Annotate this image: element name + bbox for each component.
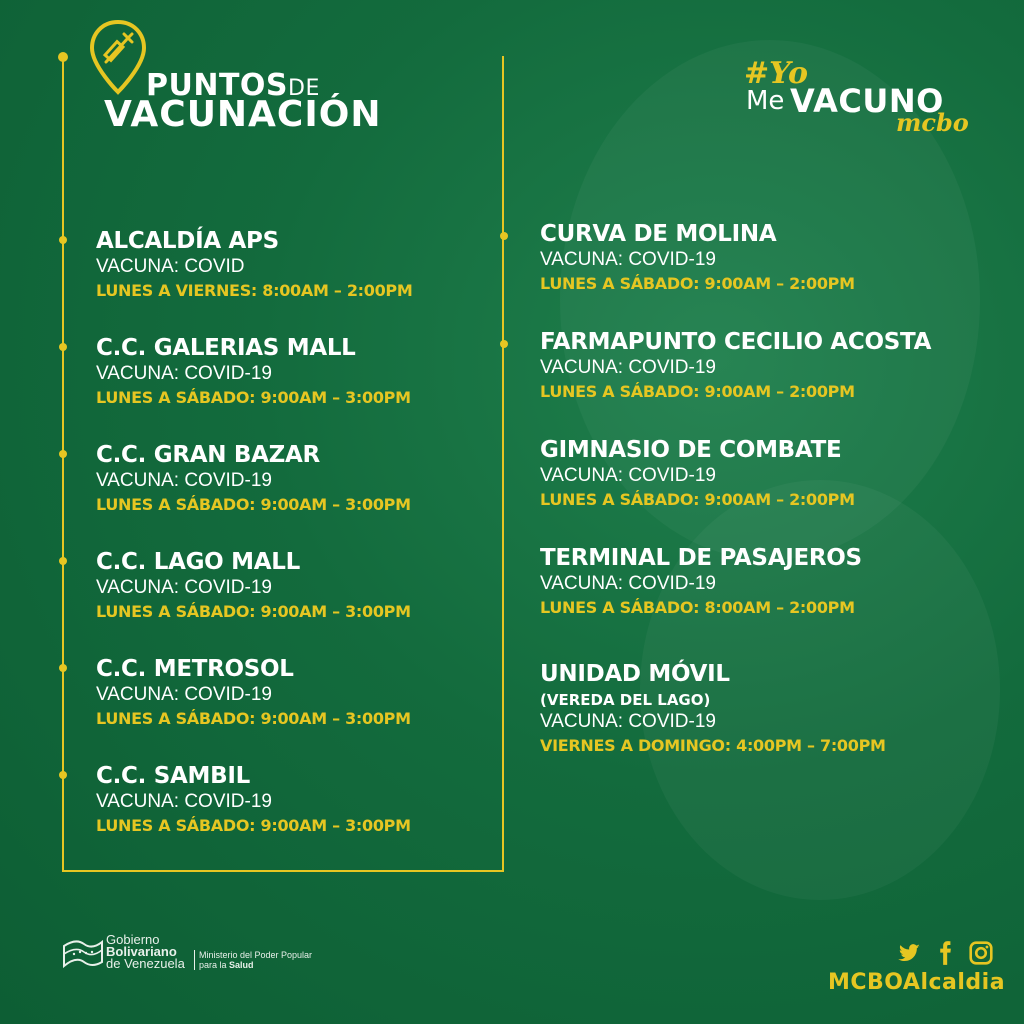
location-entry — [540, 545, 862, 617]
location-vaccine: VACUNA: COVID-19 — [540, 357, 716, 378]
location-name: C.C. GALERIAS MALL — [96, 335, 356, 361]
frame-dot — [59, 236, 67, 244]
location-hours: LUNES A SÁBADO: 9:00AM – 2:00PM — [540, 382, 855, 401]
frame-dot — [500, 232, 508, 240]
location-entry — [96, 763, 411, 835]
frame-dot — [59, 450, 67, 458]
government-logo — [62, 930, 322, 980]
location-hours: LUNES A SÁBADO: 9:00AM – 3:00PM — [96, 709, 411, 728]
location-name: C.C. LAGO MALL — [96, 549, 300, 575]
twitter-icon[interactable] — [896, 940, 922, 966]
location-name: C.C. METROSOL — [96, 656, 294, 682]
ministry-name: Ministerio del Poder Popular para la Salud — [194, 950, 312, 970]
location-hours: LUNES A SÁBADO: 9:00AM – 3:00PM — [96, 388, 411, 407]
location-entry — [96, 656, 411, 728]
campaign-yo: #Yo — [744, 56, 808, 91]
page-title-line1: PUNTOSDE — [146, 68, 320, 103]
location-entry — [96, 549, 411, 621]
location-vaccine: VACUNA: COVID-19 — [96, 577, 272, 598]
location-vaccine: VACUNA: COVID-19 — [540, 249, 716, 270]
location-entry — [540, 437, 855, 509]
location-entry — [96, 442, 411, 514]
location-name: FARMAPUNTO CECILIO ACOSTA — [540, 329, 932, 355]
location-subtitle: (VEREDA DEL LAGO) — [540, 691, 711, 709]
location-vaccine: VACUNA: COVID — [96, 256, 245, 277]
location-vaccine: VACUNA: COVID-19 — [540, 573, 716, 594]
location-name: C.C. GRAN BAZAR — [96, 442, 320, 468]
social-links — [896, 936, 996, 970]
campaign-logo — [744, 56, 984, 136]
frame-dot — [59, 664, 67, 672]
frame-dot — [58, 52, 68, 62]
location-entry — [540, 329, 931, 401]
location-hours: LUNES A SÁBADO: 8:00AM – 2:00PM — [540, 598, 855, 617]
location-name: C.C. SAMBIL — [96, 763, 250, 789]
location-entry — [540, 661, 886, 755]
vaccine-pin-icon — [86, 18, 150, 98]
location-hours: LUNES A SÁBADO: 9:00AM – 3:00PM — [96, 602, 411, 621]
location-vaccine: VACUNA: COVID-19 — [96, 684, 272, 705]
facebook-icon[interactable] — [932, 940, 958, 966]
location-entry — [96, 228, 412, 300]
location-vaccine: VACUNA: COVID-19 — [540, 711, 716, 732]
flag-icon — [62, 932, 104, 974]
frame-dot — [59, 343, 67, 351]
campaign-me: Me — [746, 86, 785, 116]
frame-dot — [59, 771, 67, 779]
location-name: UNIDAD MÓVIL — [540, 661, 730, 687]
government-name: Gobierno Bolivariano de Venezuela — [106, 932, 185, 971]
location-entry — [96, 335, 411, 407]
location-name: GIMNASIO DE COMBATE — [540, 437, 842, 463]
location-vaccine: VACUNA: COVID-19 — [96, 470, 272, 491]
location-name: ALCALDÍA APS — [96, 228, 279, 254]
location-entry — [540, 221, 855, 293]
location-hours: LUNES A SÁBADO: 9:00AM – 2:00PM — [540, 490, 855, 509]
location-name: CURVA DE MOLINA — [540, 221, 777, 247]
location-hours: VIERNES A DOMINGO: 4:00PM – 7:00PM — [540, 736, 886, 755]
location-hours: LUNES A SÁBADO: 9:00AM – 2:00PM — [540, 274, 855, 293]
campaign-vacuno: VACUNO — [790, 82, 944, 120]
instagram-icon[interactable] — [968, 940, 994, 966]
location-name: TERMINAL DE PASAJEROS — [540, 545, 862, 571]
frame-dot — [59, 557, 67, 565]
social-handle[interactable]: MCBOAlcaldia — [828, 970, 1006, 995]
location-vaccine: VACUNA: COVID-19 — [96, 791, 272, 812]
location-hours: LUNES A VIERNES: 8:00AM – 2:00PM — [96, 281, 413, 300]
location-hours: LUNES A SÁBADO: 9:00AM – 3:00PM — [96, 816, 411, 835]
campaign-mcbo: mcbo — [896, 108, 969, 137]
location-vaccine: VACUNA: COVID-19 — [96, 363, 272, 384]
frame-dot — [500, 340, 508, 348]
location-hours: LUNES A SÁBADO: 9:00AM – 3:00PM — [96, 495, 411, 514]
location-vaccine: VACUNA: COVID-19 — [540, 465, 716, 486]
page-title-line2: VACUNACIÓN — [104, 94, 382, 135]
